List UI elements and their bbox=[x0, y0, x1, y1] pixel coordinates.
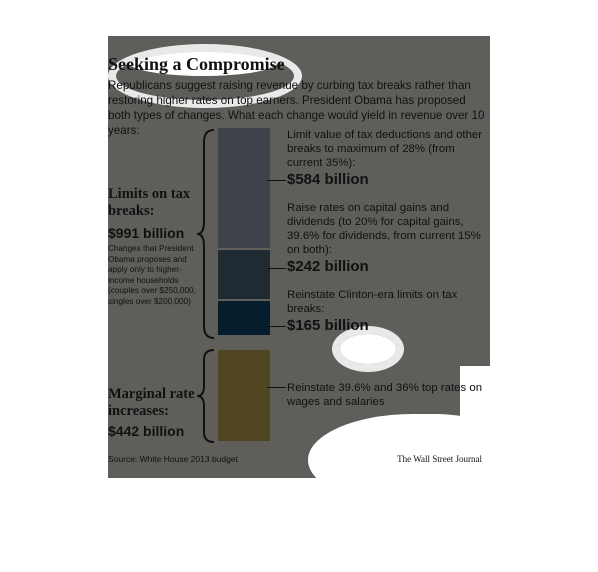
segment-label-clinton-limits bbox=[287, 288, 487, 335]
group-label-tax-breaks bbox=[108, 186, 208, 242]
credit-logo: The Wall Street Journal bbox=[397, 454, 482, 464]
source-note: Source: White House 2013 budget bbox=[108, 454, 238, 464]
leader-line-clinton-limits bbox=[267, 326, 286, 327]
bracket-rate-increases bbox=[196, 348, 216, 444]
group-label-rate-increases bbox=[108, 386, 208, 440]
segment-label-top-rates bbox=[287, 381, 487, 409]
leader-line-deductions bbox=[267, 180, 286, 181]
segment-desc: Reinstate 39.6% and 36% top rates on wages and salaries bbox=[287, 382, 483, 408]
group-note: Changes that President Obama proposes and apply only to higher-income households (couples over $250,000, singles over $200,000) bbox=[108, 244, 196, 306]
group-title: Limits on tax breaks: bbox=[108, 186, 191, 219]
leader-line-top-rates bbox=[267, 387, 286, 388]
segment-amount: $242 billion bbox=[287, 258, 369, 275]
bar-clinton-limits bbox=[218, 301, 270, 335]
bracket-tax-breaks bbox=[196, 128, 216, 340]
segment-desc: Raise rates on capital gains and dividends (to 20% for capital gains, 39.6% for dividends, from current 15% on both): bbox=[287, 202, 481, 256]
chart-title: Seeking a Compromise bbox=[108, 54, 285, 74]
segment-desc: Reinstate Clinton-era limits on tax breaks: bbox=[287, 289, 458, 315]
segment-amount: $584 billion bbox=[287, 171, 369, 188]
infographic-card bbox=[108, 36, 490, 478]
chart-intro: Republicans suggest raising revenue by curbing tax breaks rather than restoring higher rates on top earners. President Obama has proposed both types of changes. What each change would yield in revenue over 10 years: bbox=[108, 79, 485, 137]
bar-deductions bbox=[218, 128, 270, 248]
group-amount: $442 billion bbox=[108, 423, 185, 439]
group-title: Marginal rate increases: bbox=[108, 386, 195, 419]
segment-label-capital-gains bbox=[287, 201, 487, 276]
segment-label-deductions bbox=[287, 128, 487, 189]
bar-top-rates bbox=[218, 350, 270, 441]
bar-capital-gains bbox=[218, 250, 270, 300]
segment-amount: $165 billion bbox=[287, 317, 369, 334]
segment-desc: Limit value of tax deductions and other breaks to maximum of 28% (from current 35%): bbox=[287, 129, 483, 169]
leader-line-capital-gains bbox=[267, 268, 286, 269]
group-amount: $991 billion bbox=[108, 225, 185, 241]
